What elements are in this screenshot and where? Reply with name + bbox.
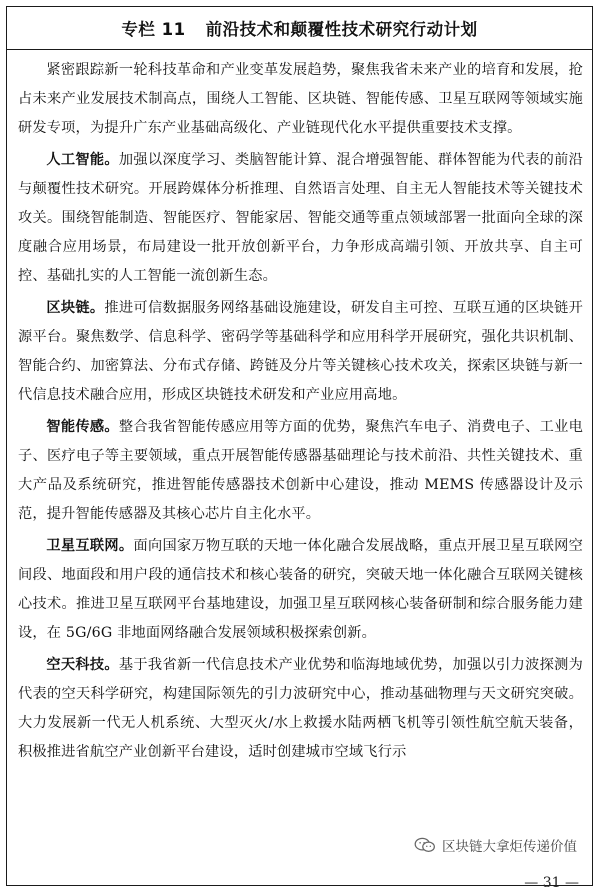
section-blockchain	[18, 294, 583, 410]
column-header	[7, 7, 592, 50]
wechat-icon	[414, 837, 436, 853]
section-text: 基于我省新一代信息技术产业优势和临海地域优势，加强以引力波探测为代表的空天科学研究，构建国际领先的引力波研究中心，推动基础物理与天文研究突破。大力发展新一代无人机系统、大型灭火/水上救援水陆两栖飞机等引领性航空航天装备，积极推进省航空产业创新平台建设，适时创建城市空域飞行示	[18, 657, 583, 760]
section-text: 整合我省智能传感应用等方面的优势，聚焦汽车电子、消费电子、工业电子、医疗电子等主要领域，重点开展智能传感器基础理论与技术前沿、共性关键技术、重大产品及系统研究，推进智能传感器技术创新中心建设，推动 MEMS 传感器设计及示范，提升智能传感器及其核心芯片自主化水平。	[18, 419, 583, 522]
section-aerospace	[18, 651, 583, 767]
column-label: 专栏 11	[121, 20, 186, 39]
wechat-watermark	[408, 833, 583, 857]
section-smart-sensing	[18, 413, 583, 529]
section-text: 加强以深度学习、类脑智能计算、混合增强智能、群体智能为代表的前沿与颠覆性技术研究。开展跨媒体分析推理、自然语言处理、自主无人智能技术等关键技术攻关。围绕智能制造、智能医疗、智能家居、智能交通等重点领域部署一批面向全球的深度融合应用场景，布局建设一批开放创新平台，力争形成高端引领、开放共享、自主可控、基础扎实的人工智能一流创新生态。	[18, 152, 583, 284]
intro-paragraph: 紧密跟踪新一轮科技革命和产业变革发展趋势，聚焦我省未来产业的培育和发展，抢占未来产业发展技术制高点，围绕人工智能、区块链、智能传感、卫星互联网等领域实施研发专项，为提升广东产业基础高级化、产业链现代化水平提供重要技术支撑。	[18, 62, 583, 136]
column-box	[6, 6, 593, 886]
section-keyword: 区块链。	[46, 300, 105, 316]
column-title: 前沿技术和颠覆性技术研究行动计划	[205, 20, 478, 39]
watermark-text: 区块链大拿炬传递价值	[442, 839, 577, 855]
section-keyword: 人工智能。	[46, 152, 119, 168]
section-keyword: 智能传感。	[46, 419, 119, 435]
section-keyword: 卫星互联网。	[46, 538, 134, 554]
page-number: — 31 —	[524, 875, 579, 891]
section-text: 推进可信数据服务网络基础设施建设，研发自主可控、互联互通的区块链开源平台。聚焦数学、信息科学、密码学等基础科学和应用科学开展研究，强化共识机制、智能合约、加密算法、分布式存储、跨链及分片等关键核心技术攻关，探索区块链与新一代信息技术融合应用，形成区块链技术研发和产业应用高地。	[18, 300, 583, 403]
section-text: 面向国家万物互联的天地一体化融合发展战略，重点开展卫星互联网空间段、地面段和用户段的通信技术和核心装备的研究，突破天地一体化融合互联网关键核心技术。推进卫星互联网平台基地建设，加强卫星互联网核心装备研制和综合服务能力建设，在 5G/6G 非地面网络融合发展领域积极探索创新。	[18, 538, 584, 641]
section-keyword: 空天科技。	[46, 657, 119, 673]
column-body	[7, 50, 592, 767]
section-satellite-internet	[18, 532, 583, 648]
section-ai	[18, 146, 583, 291]
